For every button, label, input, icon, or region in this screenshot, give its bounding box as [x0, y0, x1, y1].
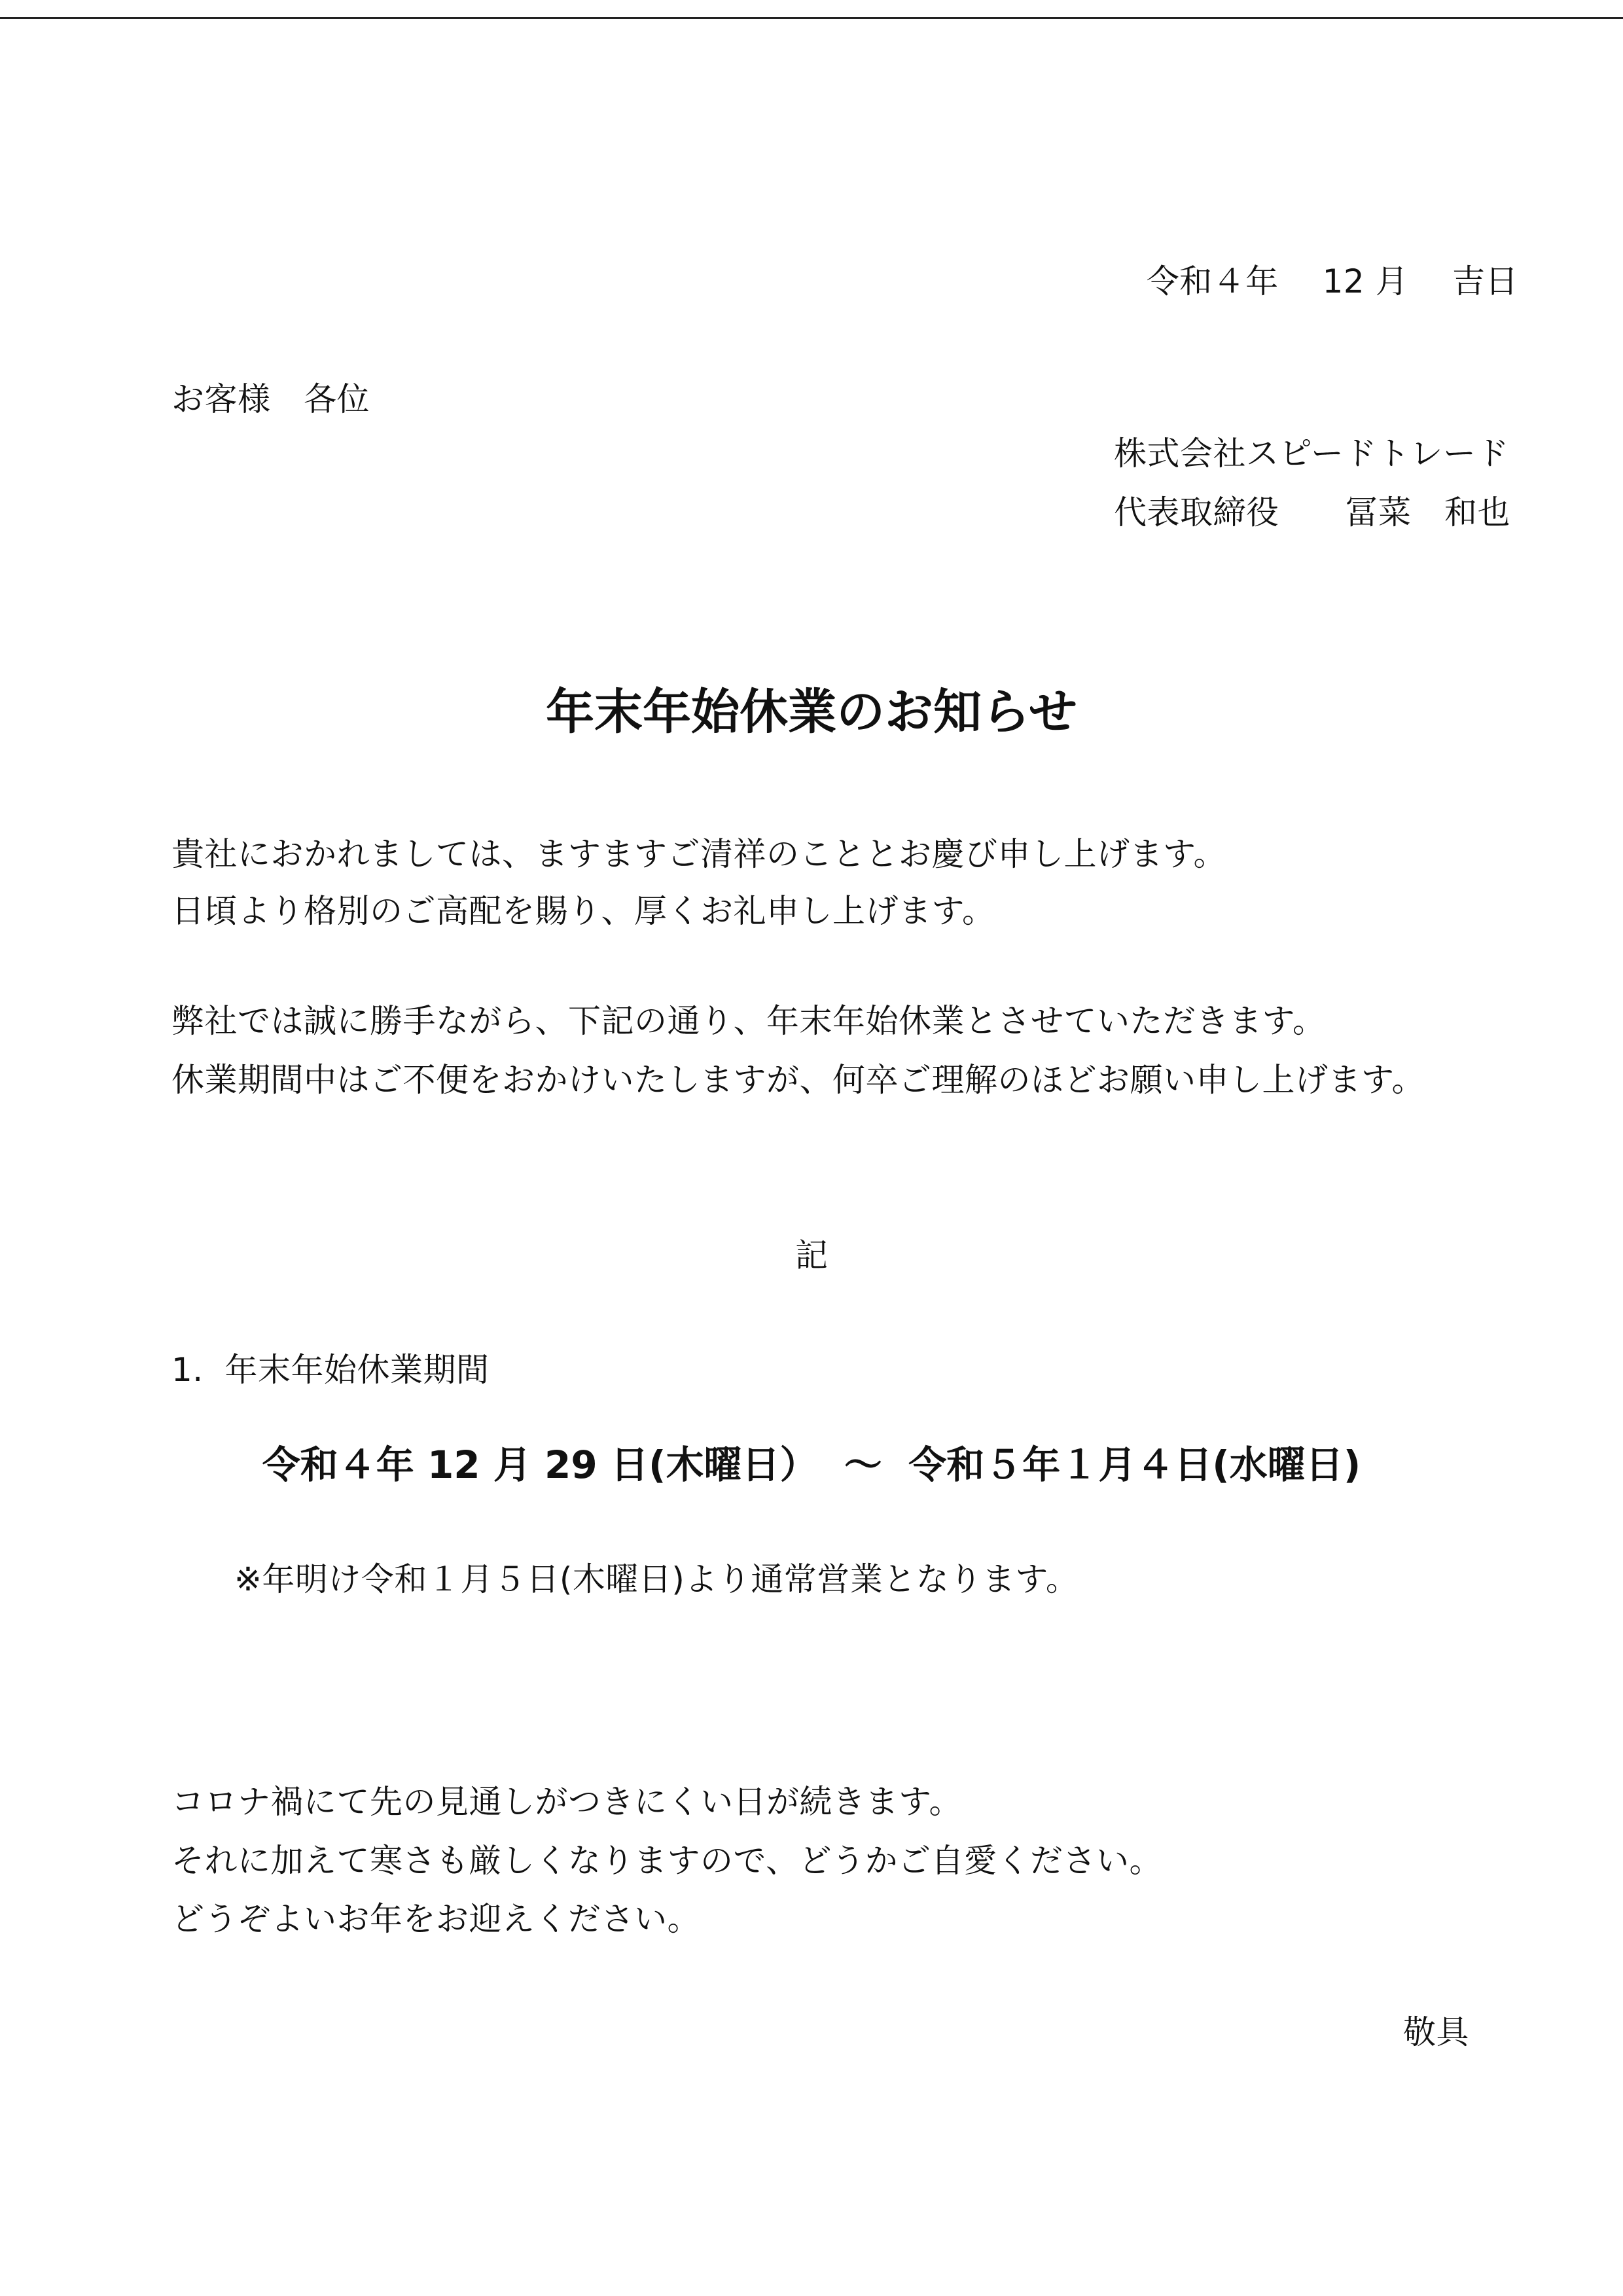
recipient: お客様 各位 — [171, 380, 370, 418]
document-title: 年末年始休業のお知らせ — [546, 684, 1077, 740]
sender-representative: 代表取締役 冨菜 和也 — [1114, 493, 1510, 531]
sign-off: 敬具 — [1403, 2013, 1469, 2051]
closing-line: それに加えて寒さも厳しくなりますので、どうかご自愛ください。 — [171, 1842, 1162, 1880]
closing-line: どうぞよいお年をお迎えください。 — [171, 1900, 700, 1938]
closing-line: コロナ禍にて先の見通しがつきにくい日が続きます。 — [171, 1783, 962, 1821]
announcement-line: 弊社では誠に勝手ながら、下記の通り、年末年始休業とさせていただきます。 — [171, 1002, 1326, 1040]
holiday-period: 令和４年 12 月 29 日(木曜日） ～ 令和５年１月４日(水曜日) — [262, 1443, 1361, 1487]
greeting-line: 日頃より格別のご高配を賜り、厚くお礼申し上げます。 — [171, 892, 995, 930]
greeting-line: 貴社におかれましては、ますますご清祥のこととお慶び申し上げます。 — [171, 835, 1226, 873]
top-border-line — [0, 17, 1623, 19]
business-resume-note: ※年明け令和１月５日(木曜日)より通常営業となります。 — [234, 1560, 1079, 1598]
sender-company: 株式会社スピードトレード — [1114, 435, 1509, 473]
item-heading: 1. 年末年始休業期間 — [171, 1351, 490, 1389]
announcement-line: 休業期間中はご不便をおかけいたしますが、何卒ご理解のほどお願い申し上げます。 — [171, 1061, 1425, 1099]
document-date: 令和４年 12 月 吉日 — [1146, 262, 1518, 300]
ki-heading: 記 — [795, 1236, 828, 1274]
